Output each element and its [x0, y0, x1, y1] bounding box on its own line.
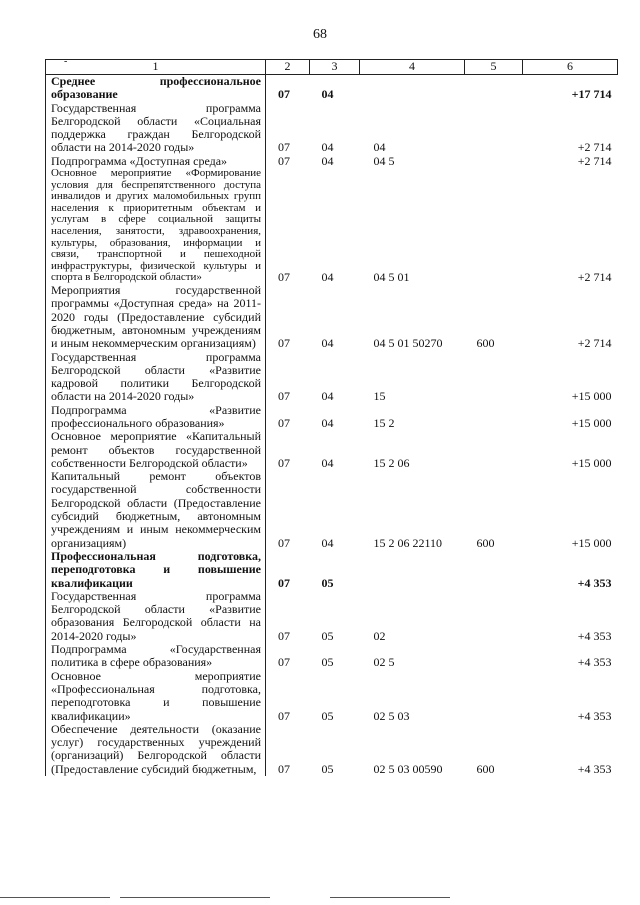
row-target-code: 02 5 03 00590: [373, 761, 443, 776]
row-description: Государственная программа Белгородской области «Социальная поддержка граждан Белгородской области на 2014-2020 годы»: [46, 102, 266, 155]
row-expense-type: [465, 168, 523, 284]
table-row: [46, 168, 618, 284]
row-description: Государственная программа Белгородской области «Развитие образования Белгородской области на 2014-2020 годы»: [46, 590, 266, 643]
row-amount: +4 353: [577, 628, 612, 643]
row-description: Подпрограмма «Доступная среда»: [46, 155, 266, 168]
row-section-code: 07: [278, 389, 290, 404]
table-row: [46, 155, 618, 168]
footer-line-right: [330, 897, 450, 898]
row-subsection-code: 05: [321, 708, 334, 723]
table-row: [46, 723, 618, 776]
row-target-code: [360, 75, 465, 102]
table-row: [46, 284, 618, 350]
column-header-1: 1: [46, 60, 266, 75]
row-section-code: 07: [278, 575, 290, 590]
row-description: Государственная программа Белгородской области «Развитие кадровой политики Белгородской области на 2014-2020 годы»: [46, 351, 266, 404]
column-header-6: 6: [523, 60, 618, 75]
row-section-code: 07: [278, 655, 290, 670]
row-subsection-code: 04: [321, 269, 334, 284]
row-subsection-code: 04: [321, 389, 334, 404]
row-description: Профессиональная подготовка, переподготовка и повышение квалификации: [46, 550, 266, 590]
row-amount: +2 714: [577, 140, 612, 155]
row-amount: +4 353: [577, 575, 612, 590]
row-target-code: 04 5: [373, 153, 395, 168]
row-expense-type: 600: [476, 336, 495, 351]
row-subsection-code: 04: [321, 87, 334, 102]
row-description: Основное мероприятие «Формирование условия для беспрепятственного доступа инвалидов и других маломобильных групп населения к приоритетным объектам и услугам в сфере социальной защиты населения, занятости, здравоохранения, культуры, образования, информации и связи, транспортной и пешеходной инфраструктуры, физической культуры и спорта в Белгородской области»: [46, 168, 266, 284]
table-row: [46, 470, 618, 550]
table-body: [46, 75, 618, 777]
row-target-code: [360, 550, 465, 590]
row-description: Основное мероприятие «Капитальный ремонт объектов государственной собственности Белгородской области»: [46, 430, 266, 470]
row-expense-type: 600: [476, 535, 495, 550]
row-target-code: 15: [373, 389, 386, 404]
top-mark: -: [64, 56, 68, 67]
row-expense-type: [465, 550, 523, 590]
header-row: [46, 60, 618, 75]
row-subsection-code: 05: [321, 761, 334, 776]
row-expense-type: [465, 670, 523, 723]
table-row: [46, 404, 618, 431]
row-description: Подпрограмма «Развитие профессионального образования»: [46, 404, 266, 431]
table-row: [46, 550, 618, 590]
row-description: Среднее профессиональное образование: [46, 75, 266, 102]
footer-line-middle: [120, 897, 270, 898]
row-subsection-code: 04: [321, 415, 334, 430]
row-expense-type: [465, 404, 523, 431]
row-subsection-code: 04: [321, 535, 334, 550]
row-subsection-code: 04: [321, 455, 334, 470]
row-section-code: 07: [278, 761, 290, 776]
budget-table: [45, 59, 618, 776]
row-amount: +15 000: [571, 535, 612, 550]
row-section-code: 07: [278, 628, 290, 643]
row-amount: +15 000: [571, 389, 612, 404]
table-row: [46, 102, 618, 155]
row-amount: +15 000: [571, 455, 612, 470]
row-subsection-code: 04: [321, 153, 334, 168]
column-header-3: 3: [310, 60, 360, 75]
row-section-code: 07: [278, 535, 290, 550]
row-target-code: 02 5: [373, 655, 395, 670]
row-section-code: 07: [278, 455, 290, 470]
row-description: Подпрограмма «Государственная политика в сфере образования»: [46, 643, 266, 670]
table-row: [46, 351, 618, 404]
row-amount: +2 714: [577, 269, 612, 284]
row-amount: +4 353: [577, 761, 612, 776]
row-expense-type: 600: [476, 761, 495, 776]
row-description: Мероприятия государственной программы «Доступная среда» на 2011-2020 годы (Предоставление субсидий бюджетным, автономным учреждениям и иным некоммерческим организациям): [46, 284, 266, 350]
row-expense-type: [465, 102, 523, 155]
table-row: [46, 670, 618, 723]
row-subsection-code: 04: [321, 336, 334, 351]
row-description: Основное мероприятие «Профессиональная подготовка, переподготовка и повышение квалификации»: [46, 670, 266, 723]
row-section-code: 07: [278, 415, 290, 430]
row-expense-type: [465, 430, 523, 470]
column-header-5: 5: [465, 60, 523, 75]
row-amount: +4 353: [577, 655, 612, 670]
table-row: [46, 430, 618, 470]
row-expense-type: [465, 351, 523, 404]
row-section-code: 07: [278, 153, 290, 168]
table-row: [46, 75, 618, 102]
row-subsection-code: 04: [321, 140, 334, 155]
row-section-code: 07: [278, 140, 290, 155]
row-description: Капитальный ремонт объектов государственной собственности Белгородской области (Предоставление субсидий бюджетным, автономным учреждениям и иным некоммерческим организациям): [46, 470, 266, 550]
row-target-code: 04 5 01: [373, 269, 410, 284]
row-expense-type: [465, 155, 523, 168]
row-target-code: 04 5 01 50270: [373, 336, 443, 351]
row-target-code: 15 2 06 22110: [373, 535, 443, 550]
row-description: Обеспечение деятельности (оказание услуг) государственных учреждений (организаций) Белгородской области (Предоставление субсидий бюджетным,: [46, 723, 266, 776]
row-expense-type: [465, 643, 523, 670]
column-header-4: 4: [360, 60, 465, 75]
row-target-code: 15 2: [373, 415, 395, 430]
table-row: [46, 643, 618, 670]
table-header: [46, 60, 618, 75]
row-amount: +2 714: [577, 336, 612, 351]
column-header-2: 2: [266, 60, 310, 75]
row-amount: +4 353: [577, 708, 612, 723]
row-section-code: 07: [278, 87, 290, 102]
row-target-code: 04: [373, 140, 386, 155]
row-subsection-code: 05: [321, 655, 334, 670]
row-target-code: 15 2 06: [373, 455, 410, 470]
row-target-code: 02: [373, 628, 386, 643]
footer-line-left: [0, 897, 110, 898]
table-row: [46, 590, 618, 643]
row-expense-type: [465, 590, 523, 643]
row-amount: +17 714: [571, 87, 612, 102]
row-section-code: 07: [278, 269, 290, 284]
row-target-code: 02 5 03: [373, 708, 410, 723]
row-section-code: 07: [278, 336, 290, 351]
row-amount: +15 000: [571, 415, 612, 430]
row-section-code: 07: [278, 708, 290, 723]
row-subsection-code: 05: [321, 575, 334, 590]
row-subsection-code: 05: [321, 628, 334, 643]
page-number: 68: [313, 27, 327, 42]
row-amount: +2 714: [577, 153, 612, 168]
row-expense-type: [465, 75, 523, 102]
